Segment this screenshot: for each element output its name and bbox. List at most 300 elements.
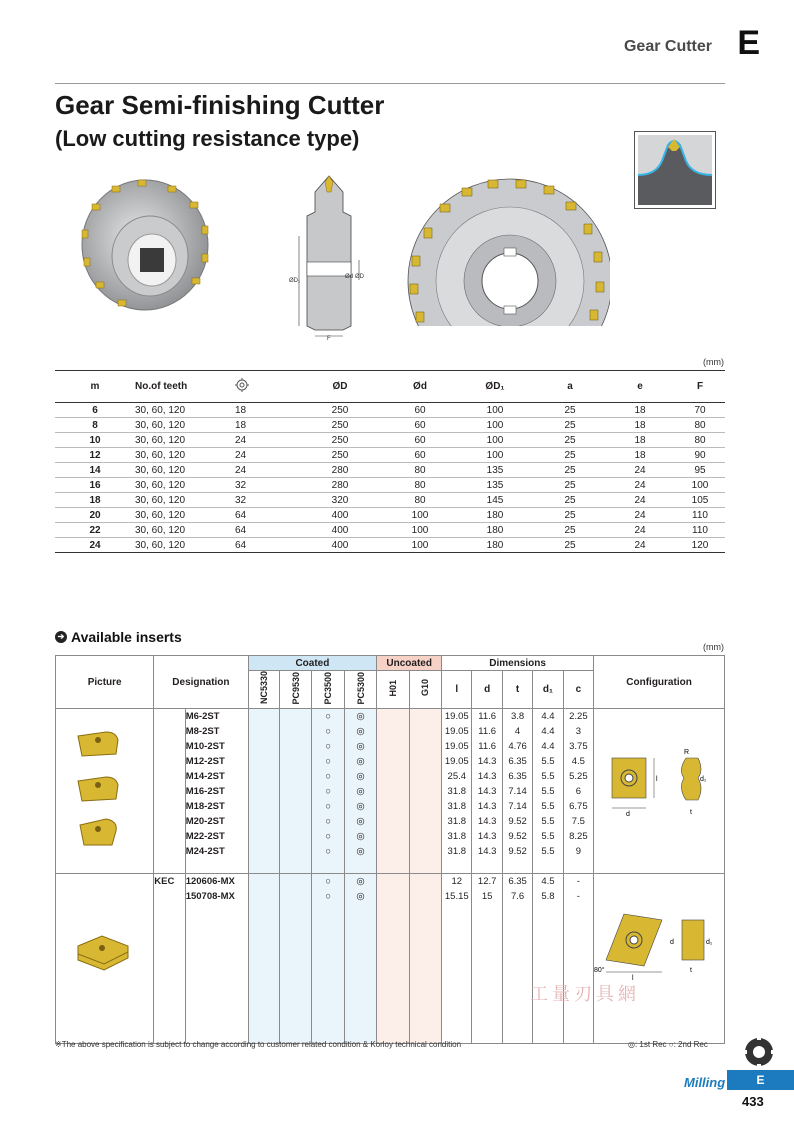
spec-cell: 80 xyxy=(385,493,455,508)
spec-cell: 18 xyxy=(605,403,675,418)
config-drawing-kec xyxy=(594,906,716,982)
spec-row xyxy=(55,523,725,538)
grade-first-rec: ◎ xyxy=(344,739,376,754)
dimension-cell: 5.25 xyxy=(563,769,593,784)
grade-cell xyxy=(248,889,279,904)
designation-prefix xyxy=(154,784,185,799)
grade-cell xyxy=(377,709,409,724)
inserts-heading xyxy=(55,629,182,645)
dimension-cell: 12.7 xyxy=(472,874,502,889)
grade-cell xyxy=(377,799,409,814)
filler-cell xyxy=(472,904,502,1044)
dimension-cell: 14.3 xyxy=(472,799,502,814)
dimension-cell: 4.5 xyxy=(533,874,563,889)
spec-cell: 24 xyxy=(605,523,675,538)
col-teeth xyxy=(235,371,295,403)
spec-cell: 25 xyxy=(535,403,605,418)
col-configuration: Configuration xyxy=(594,656,725,709)
spec-cell: 90 xyxy=(675,448,725,463)
spec-cell: 135 xyxy=(455,478,535,493)
filler-cell xyxy=(563,904,593,1044)
designation-prefix xyxy=(154,799,185,814)
spec-cell: 25 xyxy=(535,493,605,508)
spec-cell: 280 xyxy=(295,478,385,493)
dimension-cell: 11.6 xyxy=(472,709,502,724)
config-kec-d-label: d xyxy=(670,939,674,946)
gear-icon xyxy=(235,378,249,392)
spacer-cell xyxy=(154,859,185,874)
spacer-cell xyxy=(472,859,502,874)
spec-cell: 280 xyxy=(295,463,385,478)
grade-second-rec: ○ xyxy=(312,739,344,754)
dimension-cell: 15.15 xyxy=(442,889,472,904)
grade-cell xyxy=(409,739,441,754)
spec-cell: 30, 60, 120 xyxy=(135,523,235,538)
designation-prefix: KEC xyxy=(154,874,185,889)
spec-cell: 145 xyxy=(455,493,535,508)
dimension-cell: 6.75 xyxy=(563,799,593,814)
filler-cell xyxy=(279,904,311,1044)
dimension-cell: 3.75 xyxy=(563,739,593,754)
grade-cell xyxy=(409,709,441,724)
grade-g10: G10 xyxy=(420,679,431,697)
config-kec-t-label: t xyxy=(690,967,692,974)
spec-cell: 100 xyxy=(675,478,725,493)
spec-cell: 30, 60, 120 xyxy=(135,493,235,508)
grade-cell xyxy=(279,724,311,739)
spec-cell: 18 xyxy=(235,418,295,433)
grade-cell xyxy=(409,799,441,814)
spec-cell: 100 xyxy=(385,508,455,523)
spec-cell: 30, 60, 120 xyxy=(135,463,235,478)
designation-prefix xyxy=(154,724,185,739)
grade-cell xyxy=(377,844,409,859)
spec-cell: 400 xyxy=(295,523,385,538)
dimension-cell: 5.5 xyxy=(533,769,563,784)
grade-cell xyxy=(377,889,409,904)
page-title: Gear Semi-finishing Cutter xyxy=(55,90,385,120)
designation-prefix xyxy=(154,844,185,859)
grade-cell xyxy=(248,784,279,799)
dimension-cell: 3 xyxy=(563,724,593,739)
grade-cell xyxy=(279,874,311,889)
grade-cell xyxy=(248,829,279,844)
spec-cell: 100 xyxy=(455,433,535,448)
dimension-cell: 31.8 xyxy=(442,784,472,799)
grade-first-rec: ◎ xyxy=(344,754,376,769)
grade-cell xyxy=(377,724,409,739)
dim-od-label: ØD xyxy=(355,274,364,280)
dimension-cell: 4 xyxy=(502,724,532,739)
spec-cell: 250 xyxy=(295,403,385,418)
grade-pc9530: PC9530 xyxy=(290,671,301,705)
grade-first-rec: ◎ xyxy=(344,844,376,859)
dimension-cell: - xyxy=(563,889,593,904)
dim-d-label: Ød xyxy=(345,274,354,280)
spec-cell: 80 xyxy=(385,478,455,493)
spec-cell: 60 xyxy=(385,433,455,448)
grade-cell xyxy=(248,739,279,754)
designation: M14-2ST xyxy=(185,769,248,784)
col-designation: Designation xyxy=(154,656,248,709)
spec-row xyxy=(55,508,725,523)
designation-prefix xyxy=(154,754,185,769)
spec-cell: 100 xyxy=(455,448,535,463)
col-picture: Picture xyxy=(56,656,154,709)
grade-second-rec: ○ xyxy=(312,784,344,799)
grade-cell xyxy=(279,889,311,904)
filler-cell xyxy=(502,904,532,1044)
spec-cell: 80 xyxy=(675,433,725,448)
grade-cell xyxy=(279,829,311,844)
dimension-cell: 31.8 xyxy=(442,814,472,829)
cutter-front-view xyxy=(400,176,610,328)
spec-cell: 64 xyxy=(235,538,295,553)
dim-l: l xyxy=(442,671,472,709)
grade-cell xyxy=(409,874,441,889)
designation-prefix xyxy=(154,829,185,844)
spec-cell: 80 xyxy=(675,418,725,433)
section-letter: E xyxy=(737,24,760,62)
spec-cell: 25 xyxy=(535,448,605,463)
spec-cell: 24 xyxy=(55,538,135,553)
spec-cell: 25 xyxy=(535,523,605,538)
grade-cell xyxy=(377,769,409,784)
dimension-cell: 5.5 xyxy=(533,844,563,859)
grade-first-rec: ◎ xyxy=(344,829,376,844)
dimension-cell: 4.76 xyxy=(502,739,532,754)
dimension-cell: 5.5 xyxy=(533,754,563,769)
spec-unit: (mm) xyxy=(703,357,724,367)
spec-cell: 24 xyxy=(605,493,675,508)
dimension-cell: 8.25 xyxy=(563,829,593,844)
spec-cell: 70 xyxy=(675,403,725,418)
spec-cell: 180 xyxy=(455,508,535,523)
spec-cell: 24 xyxy=(605,478,675,493)
config-kec-l-label: l xyxy=(632,975,634,982)
grade-pc3500: PC3500 xyxy=(323,671,334,705)
designation: M20-2ST xyxy=(185,814,248,829)
grade-first-rec: ◎ xyxy=(344,799,376,814)
filler-cell xyxy=(248,904,279,1044)
spec-cell: 30, 60, 120 xyxy=(135,418,235,433)
dimension-cell: 4.5 xyxy=(563,754,593,769)
dimension-cell: 9 xyxy=(563,844,593,859)
spec-cell: 18 xyxy=(605,418,675,433)
grade-cell xyxy=(248,769,279,784)
spacer-cell xyxy=(409,859,441,874)
grade-cell xyxy=(248,754,279,769)
cutter-logo-icon xyxy=(743,1036,775,1068)
grade-cell xyxy=(377,814,409,829)
grade-nc5330: NC5330 xyxy=(258,671,269,705)
grade-cell xyxy=(377,784,409,799)
spec-cell: 12 xyxy=(55,448,135,463)
designation-prefix xyxy=(154,709,185,724)
grade-cell xyxy=(409,754,441,769)
spec-cell: 18 xyxy=(235,403,295,418)
designation-prefix xyxy=(154,769,185,784)
insert-photo-2 xyxy=(76,773,120,805)
dimension-cell: 14.3 xyxy=(472,784,502,799)
dimension-cell: 19.05 xyxy=(442,724,472,739)
spec-cell: 180 xyxy=(455,538,535,553)
spec-cell: 105 xyxy=(675,493,725,508)
spec-cell: 100 xyxy=(385,523,455,538)
spec-cell: 30, 60, 120 xyxy=(135,508,235,523)
spec-cell: 30, 60, 120 xyxy=(135,478,235,493)
grade-pc5300: PC5300 xyxy=(355,671,366,705)
dimension-cell: - xyxy=(563,874,593,889)
designation: 150708-MX xyxy=(185,889,248,904)
spec-row xyxy=(55,403,725,418)
group-uncoated: Uncoated xyxy=(377,656,442,671)
inserts-unit: (mm) xyxy=(703,642,724,652)
grade-cell xyxy=(377,754,409,769)
spec-row xyxy=(55,418,725,433)
grade-cell xyxy=(248,844,279,859)
spec-cell: 80 xyxy=(385,463,455,478)
dimension-cell: 5.5 xyxy=(533,814,563,829)
grade-second-rec: ○ xyxy=(312,709,344,724)
col-e: e xyxy=(605,371,675,403)
dimension-cell: 9.52 xyxy=(502,814,532,829)
spacer-cell xyxy=(442,859,472,874)
spacer-cell xyxy=(185,859,248,874)
spec-cell: 95 xyxy=(675,463,725,478)
spec-cell: 16 xyxy=(55,478,135,493)
spec-cell: 25 xyxy=(535,463,605,478)
header-rule xyxy=(55,83,725,84)
dimension-cell: 19.05 xyxy=(442,709,472,724)
filler-cell xyxy=(533,904,563,1044)
spec-cell: 6 xyxy=(55,403,135,418)
grade-second-rec: ○ xyxy=(312,754,344,769)
grade-second-rec: ○ xyxy=(312,769,344,784)
grade-cell xyxy=(248,814,279,829)
col-od1: ØD₁ xyxy=(455,371,535,403)
grade-cell xyxy=(409,814,441,829)
spec-cell: 30, 60, 120 xyxy=(135,433,235,448)
insert-photo-1 xyxy=(76,728,120,760)
filler-cell xyxy=(312,904,344,1044)
grade-h01: H01 xyxy=(387,679,398,697)
grade-second-rec: ○ xyxy=(312,799,344,814)
spec-cell: 60 xyxy=(385,403,455,418)
dimension-cell: 4.4 xyxy=(533,739,563,754)
grade-cell xyxy=(279,799,311,814)
designation-prefix xyxy=(154,889,185,904)
dimension-cell: 14.3 xyxy=(472,754,502,769)
spec-cell: 24 xyxy=(235,463,295,478)
grade-cell xyxy=(279,784,311,799)
col-m: m xyxy=(55,371,135,403)
grade-cell xyxy=(409,724,441,739)
grade-cell xyxy=(377,874,409,889)
designation: M8-2ST xyxy=(185,724,248,739)
spec-cell: 32 xyxy=(235,478,295,493)
spacer-cell xyxy=(502,859,532,874)
spec-cell: 18 xyxy=(605,448,675,463)
spec-header-row xyxy=(55,371,725,403)
dimension-cell: 9.52 xyxy=(502,844,532,859)
cutter-photo xyxy=(78,178,213,313)
spec-cell: 64 xyxy=(235,523,295,538)
spec-cell: 250 xyxy=(295,448,385,463)
grade-cell xyxy=(279,739,311,754)
dimension-cell: 7.14 xyxy=(502,799,532,814)
grade-cell xyxy=(248,724,279,739)
spec-cell: 22 xyxy=(55,523,135,538)
spacer-cell xyxy=(533,859,563,874)
footnote: ※The above specification is subject to change according to customer related condition & Korloy technical condition xyxy=(55,1040,462,1049)
filler-cell xyxy=(344,904,376,1044)
grade-first-rec: ◎ xyxy=(344,769,376,784)
dimension-cell: 14.3 xyxy=(472,769,502,784)
spec-cell: 20 xyxy=(55,508,135,523)
grade-first-rec: ◎ xyxy=(344,724,376,739)
designation: M18-2ST xyxy=(185,799,248,814)
spacer-cell xyxy=(312,859,344,874)
spec-cell: 25 xyxy=(535,418,605,433)
spec-cell: 120 xyxy=(675,538,725,553)
spec-cell: 8 xyxy=(55,418,135,433)
grade-second-rec: ○ xyxy=(312,874,344,889)
col-od: ØD xyxy=(295,371,385,403)
config-d1-label: d₁ xyxy=(700,776,707,783)
grade-second-rec: ○ xyxy=(312,829,344,844)
tooth-profile-image xyxy=(634,131,716,209)
grade-cell xyxy=(248,874,279,889)
dim-c: c xyxy=(563,671,593,709)
grade-first-rec: ◎ xyxy=(344,709,376,724)
dimension-cell: 4.4 xyxy=(533,709,563,724)
grade-cell xyxy=(409,784,441,799)
spacer-cell xyxy=(344,859,376,874)
spec-cell: 400 xyxy=(295,538,385,553)
spec-cell: 24 xyxy=(235,448,295,463)
config-l-label: l xyxy=(656,776,658,783)
designation: M12-2ST xyxy=(185,754,248,769)
dimension-cell: 3.8 xyxy=(502,709,532,724)
filler-cell xyxy=(185,904,248,1044)
dimension-cell: 14.3 xyxy=(472,844,502,859)
col-f: F xyxy=(675,371,725,403)
col-teeth-count: No.of teeth xyxy=(135,371,235,403)
insert-row xyxy=(56,874,725,889)
spec-cell: 110 xyxy=(675,508,725,523)
dimension-cell: 9.52 xyxy=(502,829,532,844)
grade-cell xyxy=(279,844,311,859)
spec-cell: 10 xyxy=(55,433,135,448)
grade-first-rec: ◎ xyxy=(344,814,376,829)
dimension-cell: 31.8 xyxy=(442,799,472,814)
dimension-cell: 4.4 xyxy=(533,724,563,739)
insert-photo-3 xyxy=(76,815,120,849)
filler-cell xyxy=(154,904,185,1044)
spec-row xyxy=(55,478,725,493)
designation: M16-2ST xyxy=(185,784,248,799)
grade-cell xyxy=(279,814,311,829)
inserts-heading-text: Available inserts xyxy=(71,629,182,645)
grade-cell xyxy=(409,844,441,859)
cross-section-drawing xyxy=(285,172,375,342)
arrow-icon: ➔ xyxy=(55,631,67,643)
dimension-cell: 25.4 xyxy=(442,769,472,784)
dimension-cell: 14.3 xyxy=(472,829,502,844)
dimension-cell: 19.05 xyxy=(442,739,472,754)
spec-cell: 400 xyxy=(295,508,385,523)
insert-row xyxy=(56,709,725,724)
spec-cell: 14 xyxy=(55,463,135,478)
col-a: a xyxy=(535,371,605,403)
section-title: Gear Cutter xyxy=(623,38,712,55)
spec-cell: 320 xyxy=(295,493,385,508)
config-kec-d1-label: d₁ xyxy=(706,939,713,946)
dimension-cell: 5.5 xyxy=(533,784,563,799)
dim-t: t xyxy=(502,671,532,709)
grade-cell xyxy=(279,754,311,769)
spec-row xyxy=(55,433,725,448)
group-coated: Coated xyxy=(248,656,377,671)
spec-cell: 18 xyxy=(605,433,675,448)
spec-row xyxy=(55,538,725,553)
grade-cell xyxy=(377,739,409,754)
grade-cell xyxy=(279,709,311,724)
grade-cell xyxy=(279,769,311,784)
dimension-cell: 12 xyxy=(442,874,472,889)
dimension-cell: 31.8 xyxy=(442,844,472,859)
designation: M24-2ST xyxy=(185,844,248,859)
filler-cell xyxy=(409,904,441,1044)
spec-cell: 64 xyxy=(235,508,295,523)
designation-prefix xyxy=(154,739,185,754)
spec-cell: 30, 60, 120 xyxy=(135,448,235,463)
dimension-cell: 7.5 xyxy=(563,814,593,829)
config-r-label: R xyxy=(684,749,690,756)
filler-cell xyxy=(377,904,409,1044)
spec-cell: 25 xyxy=(535,433,605,448)
dimension-cell: 15 xyxy=(472,889,502,904)
designation: 120606-MX xyxy=(185,874,248,889)
dimension-cell: 14.3 xyxy=(472,814,502,829)
designation: M6-2ST xyxy=(185,709,248,724)
config-t-label: t xyxy=(690,809,692,816)
spec-cell: 135 xyxy=(455,463,535,478)
dimension-cell: 2.25 xyxy=(563,709,593,724)
dimension-cell: 5.8 xyxy=(533,889,563,904)
spec-cell: 100 xyxy=(385,538,455,553)
grade-second-rec: ○ xyxy=(312,724,344,739)
spec-cell: 110 xyxy=(675,523,725,538)
footer-tab: E xyxy=(727,1070,794,1090)
col-d: Ød xyxy=(385,371,455,403)
dim-f-label: F xyxy=(327,336,331,342)
dimension-cell: 6.35 xyxy=(502,754,532,769)
insert-photo-kec xyxy=(74,932,132,974)
dim-d1: d₁ xyxy=(533,671,563,709)
grade-first-rec: ◎ xyxy=(344,874,376,889)
spec-cell: 24 xyxy=(605,538,675,553)
spacer-cell xyxy=(563,859,593,874)
config-d-label: d xyxy=(626,811,630,818)
grade-cell xyxy=(248,709,279,724)
dimension-cell: 5.5 xyxy=(533,829,563,844)
grade-cell xyxy=(409,769,441,784)
spec-cell: 60 xyxy=(385,448,455,463)
grade-cell xyxy=(377,829,409,844)
spec-row xyxy=(55,463,725,478)
